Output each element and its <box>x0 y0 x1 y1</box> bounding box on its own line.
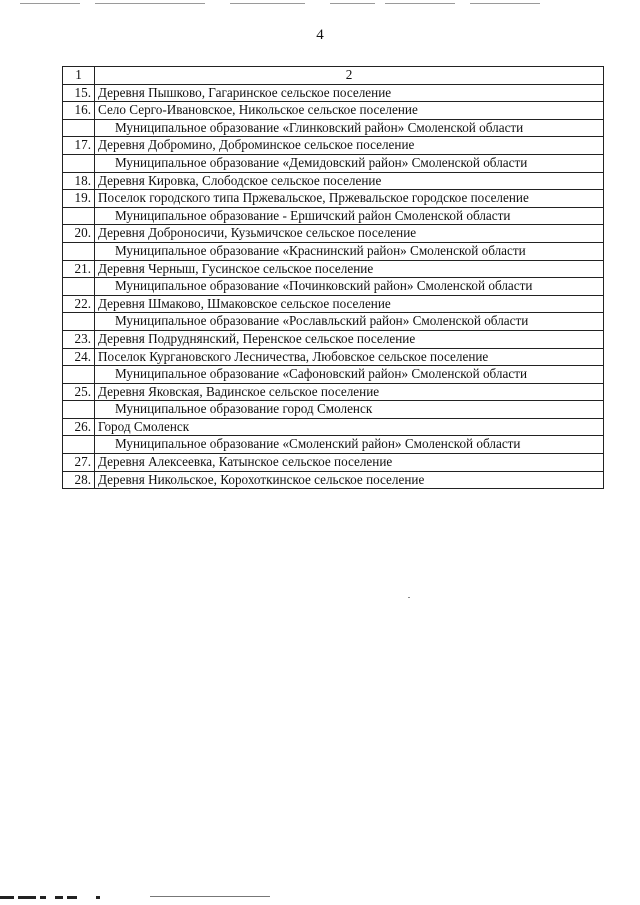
table-row <box>63 366 604 384</box>
scan-artifact-bottom <box>0 896 640 902</box>
row-text: Поселок городского типа Пржевальское, Пржевальское городское поселение <box>95 190 604 208</box>
header-col-2: 2 <box>95 67 604 85</box>
table-row <box>63 119 604 137</box>
table-row <box>63 401 604 419</box>
row-text: Муниципальное образование «Смоленский район» Смоленской области <box>95 436 604 454</box>
row-text: Муниципальное образование «Краснинский район» Смоленской области <box>95 242 604 260</box>
row-number <box>63 154 95 172</box>
settlements-table <box>62 66 604 489</box>
row-text: Муниципальное образование «Глинковский район» Смоленской области <box>95 119 604 137</box>
row-number: 15. <box>63 84 95 102</box>
table-row <box>63 454 604 472</box>
row-text: Деревня Добромино, Доброминское сельское поселение <box>95 137 604 155</box>
row-text: Деревня Подруднянский, Перенское сельское поселение <box>95 330 604 348</box>
row-text: Деревня Пышково, Гагаринское сельское поселение <box>95 84 604 102</box>
row-text: Муниципальное образование «Рославльский район» Смоленской области <box>95 313 604 331</box>
table-row <box>63 295 604 313</box>
row-text: Муниципальное образование «Починковский район» Смоленской области <box>95 278 604 296</box>
row-number <box>63 313 95 331</box>
row-number <box>63 278 95 296</box>
row-number: 17. <box>63 137 95 155</box>
page-number: 4 <box>316 27 324 43</box>
row-text: Деревня Кировка, Слободское сельское поселение <box>95 172 604 190</box>
row-number: 26. <box>63 418 95 436</box>
row-text: Деревня Шмаково, Шмаковское сельское поселение <box>95 295 604 313</box>
row-text: Муниципальное образование «Демидовский район» Смоленской области <box>95 154 604 172</box>
row-text: Поселок Кургановского Лесничества, Любовское сельское поселение <box>95 348 604 366</box>
row-number <box>63 401 95 419</box>
table-row <box>63 84 604 102</box>
table-row <box>63 330 604 348</box>
scan-speck <box>408 597 410 598</box>
table-row <box>63 102 604 120</box>
table-row <box>63 436 604 454</box>
row-text: Деревня Доброносичи, Кузьмичское сельское поселение <box>95 225 604 243</box>
row-number: 25. <box>63 383 95 401</box>
row-number: 23. <box>63 330 95 348</box>
table-row <box>63 137 604 155</box>
row-number <box>63 366 95 384</box>
table-row <box>63 154 604 172</box>
table-row <box>63 172 604 190</box>
row-number: 19. <box>63 190 95 208</box>
row-number: 22. <box>63 295 95 313</box>
table-body <box>63 84 604 489</box>
table-row <box>63 418 604 436</box>
table-row <box>63 471 604 489</box>
table-row <box>63 383 604 401</box>
row-text: Деревня Яковская, Вадинское сельское поселение <box>95 383 604 401</box>
row-text: Муниципальное образование «Сафоновский район» Смоленской области <box>95 366 604 384</box>
row-number: 16. <box>63 102 95 120</box>
row-number <box>63 207 95 225</box>
row-number: 28. <box>63 471 95 489</box>
table-row <box>63 242 604 260</box>
row-number: 24. <box>63 348 95 366</box>
scan-artifact-top <box>0 3 640 7</box>
row-text: Деревня Алексеевка, Катынское сельское поселение <box>95 454 604 472</box>
table-row <box>63 190 604 208</box>
table-header-row <box>63 67 604 85</box>
table-row <box>63 207 604 225</box>
row-text: Муниципальное образование город Смоленск <box>95 401 604 419</box>
row-text: Село Серго-Ивановское, Никольское сельское поселение <box>95 102 604 120</box>
row-number <box>63 119 95 137</box>
table-row <box>63 260 604 278</box>
row-number <box>63 242 95 260</box>
row-text: Город Смоленск <box>95 418 604 436</box>
row-text: Деревня Никольское, Корохоткинское сельское поселение <box>95 471 604 489</box>
row-number: 18. <box>63 172 95 190</box>
row-number: 20. <box>63 225 95 243</box>
row-text: Деревня Черныш, Гусинское сельское поселение <box>95 260 604 278</box>
row-number <box>63 436 95 454</box>
table-row <box>63 348 604 366</box>
table-row <box>63 313 604 331</box>
row-text: Муниципальное образование - Ершичский район Смоленской области <box>95 207 604 225</box>
header-col-1: 1 <box>63 67 95 85</box>
table-row <box>63 278 604 296</box>
row-number: 21. <box>63 260 95 278</box>
row-number: 27. <box>63 454 95 472</box>
table-row <box>63 225 604 243</box>
